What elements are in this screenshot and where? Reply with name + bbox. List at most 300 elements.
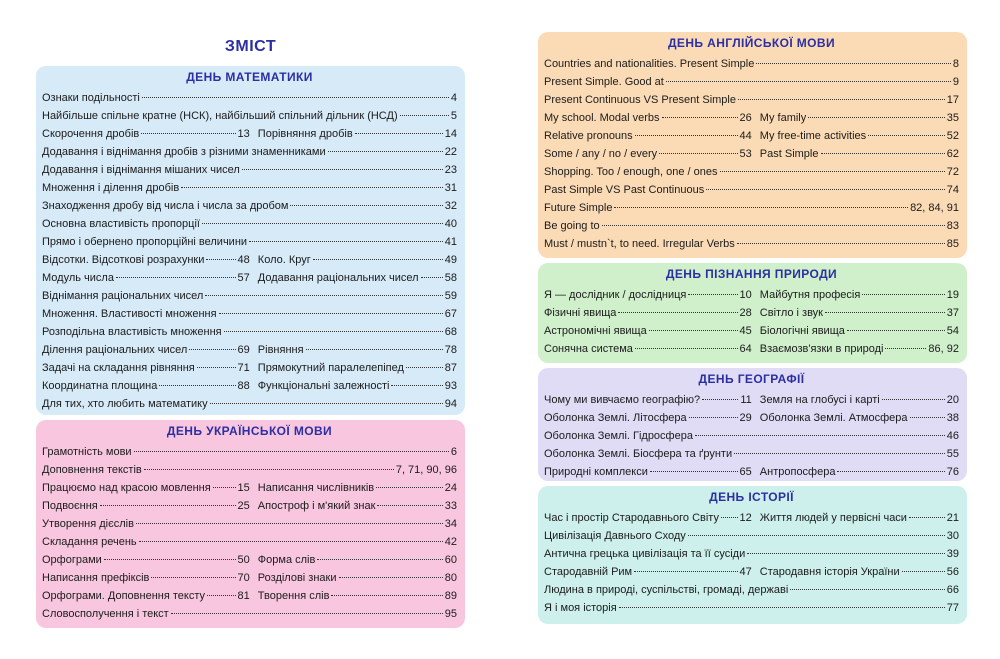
toc-entry[interactable] [544,184,959,196]
dot-leader [825,312,945,313]
toc-entry[interactable] [42,182,457,194]
toc-entry[interactable] [42,482,258,494]
dot-leader [635,348,738,349]
toc-entry-page: 31 [444,182,457,194]
dot-leader [104,559,236,560]
toc-row [42,323,457,341]
dot-leader [391,385,442,386]
toc-row [544,527,959,545]
toc-entry[interactable] [544,220,959,232]
toc-row [42,479,457,497]
toc-entry-page: 6 [450,446,457,458]
toc-entry-page: 45 [739,325,752,337]
dot-leader [634,571,737,572]
toc-entry-title: Складання речень [42,536,137,548]
toc-entry[interactable] [42,218,457,230]
toc-entry-title: Основна властивість пропорції [42,218,200,230]
dot-leader [134,451,449,452]
toc-entry[interactable] [258,554,457,566]
toc-entry[interactable] [42,518,457,530]
toc-entry-page: 44 [739,130,752,142]
toc-entry[interactable] [42,272,258,284]
toc-entry[interactable] [760,112,959,124]
toc-row [42,497,457,515]
toc-entry-title: Present Continuous VS Present Simple [544,94,736,106]
dot-leader [355,133,443,134]
toc-entry[interactable] [42,308,457,320]
toc-entry[interactable] [42,464,457,476]
toc-entry-page: 48 [237,254,250,266]
toc-entry-page: 95 [444,608,457,620]
toc-entry[interactable] [42,344,258,356]
toc-entry[interactable] [544,566,760,578]
toc-entry-title: Відсотки. Відсоткові розрахунки [42,254,205,266]
toc-entry[interactable] [760,566,959,578]
toc-entry-title: Коло. Круг [257,254,311,266]
toc-row [42,587,457,605]
toc-entry-page: 57 [237,272,250,284]
toc-entry[interactable] [544,148,760,160]
toc-entry-title: Стародавній Рим [544,566,633,578]
toc-entry-page: 29 [739,412,752,424]
toc-entry[interactable] [258,254,457,266]
toc-entry-title: Стародавня історія України [759,566,900,578]
section-title: ДЕНЬ ІСТОРІЇ [709,490,794,504]
toc-row [42,551,457,569]
toc-row [544,322,959,340]
dot-leader [882,399,945,400]
toc-entry[interactable] [42,380,258,392]
toc-entry-page: 34 [444,518,457,530]
toc-row [42,125,457,143]
dot-leader [181,187,443,188]
toc-entry-page: 65 [739,466,752,478]
toc-entry[interactable] [42,290,457,302]
page-title: ЗМІСТ [224,38,277,55]
toc-entry[interactable] [544,584,959,596]
dot-leader [376,487,443,488]
dot-leader [738,99,945,100]
toc-entry[interactable] [42,200,457,212]
toc-row [544,563,959,581]
toc-row [42,143,457,161]
toc-entry-page: 24 [444,482,457,494]
toc-entry[interactable] [258,572,457,584]
toc-row [544,163,959,181]
dot-leader [618,312,737,313]
toc-entry-title: Оболонка Землі. Літосфера [544,412,687,424]
toc-row [544,445,959,463]
toc-entry-page: 76 [946,466,959,478]
dot-leader [659,153,737,154]
toc-entry-title: Оболонка Землі. Гідросфера [544,430,693,442]
toc-entry-title: Біологічні явища [759,325,845,337]
toc-entry-title: Земля на глобусі і карті [759,394,880,406]
toc-entry[interactable] [42,362,258,374]
toc-entry-title: Людина в природі, суспільстві, громаді, державі [544,584,789,596]
toc-row [544,181,959,199]
toc-entry-page: 81 [237,590,250,602]
dot-leader [406,367,443,368]
dot-leader [159,385,235,386]
toc-entry-title: Множення. Властивості множення [42,308,217,320]
toc-entry-title: Must / mustn`t, to need. Irregular Verbs [544,238,735,250]
section-english [538,32,967,258]
dot-leader [116,277,236,278]
toc-entry[interactable] [760,130,959,142]
toc-entry[interactable] [42,500,258,512]
toc-row [544,109,959,127]
toc-entry-title: Форма слів [257,554,316,566]
toc-list [42,89,457,413]
toc-entry[interactable] [42,572,258,584]
toc-entry[interactable] [258,344,457,356]
toc-entry-page: 5 [450,110,457,122]
toc-entry[interactable] [760,512,959,524]
toc-entry-title: Координатна площина [42,380,158,392]
dot-leader [210,403,443,404]
toc-entry[interactable] [258,128,457,140]
toc-entry[interactable] [42,608,457,620]
toc-entry-page: 69 [237,344,250,356]
toc-entry-page: 77 [946,602,959,614]
toc-entry-page: 94 [444,398,457,410]
toc-entry-page: 72 [946,166,959,178]
toc-entry[interactable] [544,394,760,406]
dot-leader [197,367,236,368]
toc-entry-title: Shopping. Too / enough, one / ones [544,166,718,178]
toc-entry[interactable] [42,254,258,266]
toc-entry-page: 35 [946,112,959,124]
toc-entry-page: 15 [237,482,250,494]
toc-row [544,73,959,91]
toc-entry-page: 38 [946,412,959,424]
dot-leader [747,553,945,554]
toc-entry-title: My family [759,112,807,124]
toc-entry-page: 50 [237,554,250,566]
toc-entry-title: Оболонка Землі. Атмосфера [759,412,908,424]
toc-entry-title: Антропосфера [759,466,836,478]
toc-entry[interactable] [42,164,457,176]
toc-entry-page: 32 [444,200,457,212]
toc-entry-title: Ділення раціональних чисел [42,344,188,356]
toc-entry[interactable] [258,272,457,284]
toc-entry-title: Задачі на складання рівняння [42,362,195,374]
dot-leader [847,330,945,331]
dot-leader [328,151,443,152]
dot-leader [909,517,945,518]
toc-entry-page: 26 [739,112,752,124]
toc-entry[interactable] [258,362,457,374]
toc-entry[interactable] [544,325,760,337]
toc-entry-page: 42 [444,536,457,548]
toc-row [544,409,959,427]
toc-entry-page: 41 [444,236,457,248]
dot-leader [377,505,442,506]
section-title: ДЕНЬ ПІЗНАННЯ ПРИРОДИ [665,267,838,281]
toc-entry-title: Present Simple. Good at [544,76,664,88]
toc-entry-title: Past Simple [759,148,819,160]
toc-entry-title: Past Simple VS Past Continuous [544,184,705,196]
toc-entry-title: Найбільше спільне кратне (НСК), найбільший спільний дільник (НСД) [42,110,398,122]
toc-entry-title: Для тих, хто любить математику [42,398,208,410]
toc-entry[interactable] [544,76,959,88]
toc-entry-title: Скорочення дробів [42,128,140,140]
toc-entry-page: 56 [946,566,959,578]
toc-entry[interactable] [544,548,959,560]
toc-entry-page: 8 [952,58,959,70]
toc-entry[interactable] [42,554,258,566]
toc-entry-page: 59 [444,290,457,302]
toc-entry-title: Знаходження дробу від числа і числа за дробом [42,200,289,212]
toc-entry-title: Доповнення текстів [42,464,142,476]
toc-entry-page: 46 [946,430,959,442]
toc-row [544,91,959,109]
toc-entry[interactable] [42,590,258,602]
toc-row [544,127,959,145]
toc-entry[interactable] [42,536,457,548]
toc-entry[interactable] [760,289,959,301]
toc-row [544,55,959,73]
dot-leader [249,241,443,242]
toc-row [42,359,457,377]
section-history [538,486,967,624]
toc-row [42,287,457,305]
toc-row [42,341,457,359]
toc-entry-page: 58 [444,272,457,284]
toc-entry[interactable] [760,412,959,424]
toc-entry-page: 66 [946,584,959,596]
dot-leader [242,169,443,170]
toc-entry[interactable] [544,112,760,124]
dot-leader [720,171,945,172]
toc-row [544,599,959,617]
toc-list [42,443,457,623]
toc-entry[interactable] [760,307,959,319]
dot-leader [139,541,443,542]
dot-leader [689,417,738,418]
dot-leader [808,117,945,118]
toc-entry-page: 83 [946,220,959,232]
toc-row [544,463,959,481]
toc-entry-title: Цивілізація Давнього Сходу [544,530,686,542]
toc-entry[interactable] [544,466,760,478]
toc-entry[interactable] [544,58,959,70]
section-title: ДЕНЬ АНГЛІЙСЬКОЇ МОВИ [667,36,835,50]
dot-leader [142,97,449,98]
toc-row [42,305,457,323]
toc-entry[interactable] [544,430,959,442]
toc-row [544,286,959,304]
toc-entry-title: Словосполучення і текст [42,608,169,620]
dot-leader [207,595,236,596]
dot-leader [910,417,945,418]
toc-entry[interactable] [258,590,457,602]
toc-row [42,461,457,479]
toc-list [544,55,959,253]
dot-leader [602,225,945,226]
section-title: ДЕНЬ УКРАЇНСЬКОЇ МОВИ [166,424,333,438]
toc-entry[interactable] [544,238,959,250]
toc-entry-page: 60 [444,554,457,566]
toc-entry-title: Написання префіксів [42,572,150,584]
dot-leader [141,133,235,134]
toc-entry-title: Розподільна властивість множення [42,326,222,338]
toc-row [42,89,457,107]
toc-entry[interactable] [544,94,959,106]
toc-entry[interactable] [544,412,760,424]
toc-row [42,251,457,269]
toc-entry-page: 9 [952,76,959,88]
dot-leader [400,115,449,116]
toc-entry-title: Час і простір Стародавнього Світу [544,512,719,524]
dot-leader [721,517,738,518]
toc-entry-title: Утворення дієслів [42,518,134,530]
toc-entry[interactable] [760,394,959,406]
toc-entry-title: Чому ми вивчаємо географію? [544,394,701,406]
toc-row [544,304,959,322]
dot-leader [821,153,945,154]
dot-leader [649,330,738,331]
toc-entry-title: Future Simple [544,202,613,214]
toc-row [544,217,959,235]
toc-entry-title: Апостроф і м'який знак [257,500,376,512]
toc-entry-title: Сонячна система [544,343,633,355]
toc-entry-title: Оболонка Землі. Біосфера та ґрунти [544,448,733,460]
toc-entry-page: 23 [444,164,457,176]
toc-entry-title: Порівняння дробів [257,128,353,140]
toc-entry-title: Антична грецька цивілізація та її сусіди [544,548,746,560]
toc-entry-page: 74 [946,184,959,196]
toc-entry-title: Функціональні залежності [257,380,390,392]
toc-entry[interactable] [760,466,959,478]
section-math [36,66,465,415]
toc-entry-title: My free-time activities [759,130,867,142]
toc-entry-page: 12 [739,512,752,524]
toc-entry[interactable] [544,202,959,214]
toc-entry-page: 37 [946,307,959,319]
dot-leader [614,207,908,208]
toc-entry[interactable] [258,482,457,494]
toc-row [544,199,959,217]
toc-entry[interactable] [544,289,760,301]
dot-leader [635,135,738,136]
dot-leader [688,535,945,536]
section-ukrainian [36,420,465,628]
dot-leader [205,295,442,296]
toc-row [42,569,457,587]
toc-entry-title: Countries and nationalities. Present Simple [544,58,755,70]
toc-entry-page: 28 [739,307,752,319]
dot-leader [619,607,945,608]
toc-row [42,605,457,623]
dot-leader [702,399,738,400]
toc-entry[interactable] [760,325,959,337]
dot-leader [666,81,951,82]
toc-entry-title: Світло і звук [759,307,823,319]
toc-row [42,197,457,215]
dot-leader [213,487,236,488]
toc-entry-page: 10 [739,289,752,301]
toc-entry[interactable] [42,110,457,122]
toc-row [42,269,457,287]
toc-entry[interactable] [42,128,258,140]
toc-list [544,286,959,358]
toc-entry-page: 30 [946,530,959,542]
dot-leader [862,294,944,295]
toc-entry-title: Прямо і обернено пропорційні величини [42,236,248,248]
dot-leader [756,63,951,64]
toc-list [544,509,959,617]
toc-entry-title: Множення і ділення дробів [42,182,180,194]
toc-entry[interactable] [544,448,959,460]
toc-entry-page: 11 [740,394,752,406]
dot-leader [737,243,945,244]
toc-entry-page: 7, 71, 90, 96 [395,464,457,476]
toc-entry[interactable] [258,380,457,392]
toc-row [42,233,457,251]
toc-entry-title: Майбутня професія [759,289,861,301]
toc-entry[interactable] [42,446,457,458]
toc-entry-title: Творення слів [257,590,330,602]
toc-entry[interactable] [42,146,457,158]
toc-entry[interactable] [760,343,959,355]
toc-row [42,515,457,533]
toc-entry-title: Модуль числа [42,272,114,284]
toc-row [42,533,457,551]
toc-list [544,391,959,481]
toc-entry[interactable] [544,130,760,142]
toc-entry-page: 4 [450,92,457,104]
toc-entry[interactable] [42,326,457,338]
dot-leader [695,435,945,436]
toc-entry-page: 39 [946,548,959,560]
dot-leader [219,313,443,314]
toc-entry-page: 89 [444,590,457,602]
toc-entry[interactable] [42,236,457,248]
dot-leader [421,277,443,278]
toc-entry-page: 86, 92 [928,343,959,355]
dot-leader [885,348,926,349]
toc-entry[interactable] [760,148,959,160]
toc-row [544,145,959,163]
dot-leader [868,135,945,136]
toc-entry-page: 64 [739,343,752,355]
dot-leader [837,471,944,472]
toc-row [42,215,457,233]
toc-entry-title: Be going to [544,220,600,232]
toc-entry[interactable] [42,398,457,410]
toc-entry[interactable] [258,500,457,512]
toc-entry[interactable] [544,343,760,355]
toc-entry-page: 67 [444,308,457,320]
toc-entry[interactable] [544,512,760,524]
toc-entry[interactable] [544,307,760,319]
toc-entry[interactable] [544,530,959,542]
toc-entry-page: 53 [739,148,752,160]
dot-leader [339,577,443,578]
dot-leader [662,117,738,118]
toc-entry-page: 80 [444,572,457,584]
toc-entry[interactable] [42,92,457,104]
toc-entry-page: 88 [237,380,250,392]
toc-entry[interactable] [544,166,959,178]
dot-leader [790,589,944,590]
dot-leader [206,259,235,260]
toc-entry[interactable] [544,602,959,614]
dot-leader [290,205,442,206]
toc-entry-page: 20 [946,394,959,406]
